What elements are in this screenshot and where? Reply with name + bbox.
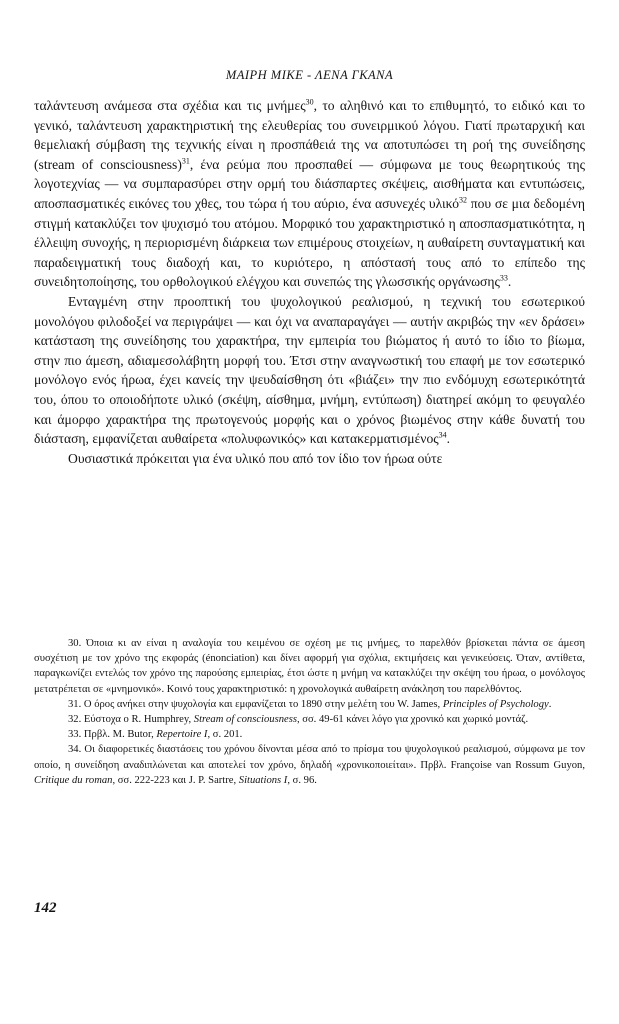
text-span: 31. Ο όρος ανήκει στην ψυχολογία και εμφανίζεται το 1890 στην μελέτη του W. James, <box>68 698 443 710</box>
text-span: , σσ. 222-223 και J. P. Sartre, <box>112 774 239 786</box>
text-span: . <box>507 274 512 290</box>
paragraph-1 <box>34 96 585 292</box>
text-span: που σε μια δεδομένη στιγμή κατακλύζει τον ψυχισμό του ατόμου. Μορφικό του χαρακτηριστικό η αποσπασματικότητα, η έλλειψη συνοχής, η περιορισμένη διάρκεια των επιμέρους στοιχείων, η αυθαίρετη συνταγματική και παραδειγματική τους διαδοχή και, το κυριότερο, η απόστασή τους από το επίπεδο της συνειδητοποίησης, του ορθολογικού ελέγχου και συνεπώς της γλωσσικής οργάνωσης <box>34 195 586 290</box>
text-span: ταλάντευση ανάμεσα στα σχέδια και τις μνήμες <box>34 98 306 113</box>
text-span: . <box>446 431 451 447</box>
footnote-31 <box>34 697 585 712</box>
text-span: , σ. 96. <box>287 774 317 786</box>
footnote-33 <box>34 727 585 742</box>
footnote-32 <box>34 712 585 727</box>
text-span: , σσ. 49-61 κάνει λόγο για χρονικό και χωρικό μοντάζ. <box>296 714 529 726</box>
text-span: , ένα ρεύμα που προσπαθεί — σύμφωνα με τους θεωρητικούς της λογοτεχνίας — να συμπαρασύρει στην ορμή του διάσπαρτες σκέψεις, αισθήματα και εντυπώσεις, αποσπασματικές εικόνες του χθες, του τώρα ή του αύριο, ένα ασυνεχές υλικό <box>34 156 586 211</box>
footnote-ref: 34 <box>438 430 447 440</box>
paragraph-2 <box>34 292 585 449</box>
cited-title: Principles of Psychology <box>442 698 549 710</box>
main-text <box>34 96 585 468</box>
footnote-ref: 31 <box>181 156 190 166</box>
cited-title: Critique du roman <box>34 774 113 786</box>
footnote-30: 30. Όποια κι αν είναι η αναλογία του κειμένου σε σχέση με τις μνήμες, το παρελθόν βρίσκεται πάντα σε άμεση συσχέτιση με τον χρόνο της εκφοράς (énonciation) και δίνει αφορμή για σχόλια, εκτιμήσεις και γενικεύσεις. Όταν, αντίθετα, παραγκωνίζει εντελώς τον χρόνο της παρούσης εμπειρίας, έτσι ώστε η μνήμη να κατακλύζει την σκέψη του ήρωα, ο μονόλογος μετατρέπεται σε «μνημονικό». Κοινό τους χαρακτηριστικό: η χρονολογικά αυθαίρετη ανάκληση του παρελθόντος. <box>34 638 585 695</box>
page-number: 142 <box>34 900 57 916</box>
book-page <box>34 0 585 1024</box>
footnote-ref: 33 <box>499 273 508 283</box>
footnote-ref: 32 <box>459 195 468 205</box>
text-span: Ενταγμένη στην προοπτική του ψυχολογικού ρεαλισμού, η τεχνική του εσωτερικού μονολόγου φιλοδοξεί να περιγράψει — και όχι να αναπαραγάγει — αυτήν ακριβώς την «εν δράσει» κατάσταση της συνείδησης του χαρακτήρα, την εμπειρία του βιώματος ή αυτό το ίδιο το βίωμα, στην πιο άμεση, αδιαμεσολάβητη μορφή του. Έτσι στην αναγνωστική του επαφή με τον εσωτερικό μονόλογο ενός ήρωα, έχει κανείς την ψευδαίσθηση ότι «βιάζει» την πιο ενδόμυχη εσωτερικότητά του, όπου το οποιοδήποτε υλικό (σκέψη, αίσθημα, μνήμη, εντύπωση) διατηρεί ακόμη το φευγαλέο και άμορφο χαρακτήρα της πρωτογενούς μορφής και ο χρόνος βιωμένος στην κάθε δυνατή του διάσταση, εμφανίζεται αυθαίρετα «πολυφωνικός» και κατακερματισμένος <box>34 293 585 447</box>
cited-title: Stream of consciousness <box>193 714 297 726</box>
text-span: 32. Εύστοχα ο R. Humphrey, <box>68 714 194 726</box>
text-span: , το αληθινό και το επιθυμητό, το ειδικό και το γενικό, ταλάντευση χαρακτηριστική της ελευθερίας του συνειρμικού λόγου. Γιατί πρωταρχική και θεμελιακή σύμβαση της τεχνικής είναι η προσπάθειά της να αποτυπώσει τη ροή της συνείδησης (stream of consciousness) <box>34 98 585 172</box>
running-head: ΜΑΙΡΗ ΜΙΚΕ - ΛΕΝΑ ΓΚΑΝΑ <box>225 68 394 82</box>
text-span: 33. Πρβλ. Μ. Butor, <box>68 729 157 741</box>
footnote-34 <box>34 742 585 788</box>
paragraph-3 <box>34 449 585 469</box>
text-span: . <box>548 698 552 710</box>
footnotes <box>34 636 585 788</box>
footnote-ref: 30 <box>305 97 314 107</box>
cited-title: Situations I <box>238 774 288 786</box>
cited-title: Repertoire I <box>156 729 208 741</box>
text-span: Ουσιαστικά πρόκειται για ένα υλικό που από τον ίδιο τον ήρωα ούτε <box>68 450 443 466</box>
text-span: , σ. 201. <box>207 729 243 741</box>
text-span: 34. Οι διαφορετικές διαστάσεις του χρόνου δίνονται μέσα από το πρίσμα του ψυχολογικού ρεαλισμού, σύμφωνα με τον οποίο, η συνείδηση αναδιπλώνεται και αποτελεί τον χρόνο, δηλαδή «χρονικοποιείται». Πρβλ. Françoise van Rossum Guyon, <box>34 744 585 771</box>
